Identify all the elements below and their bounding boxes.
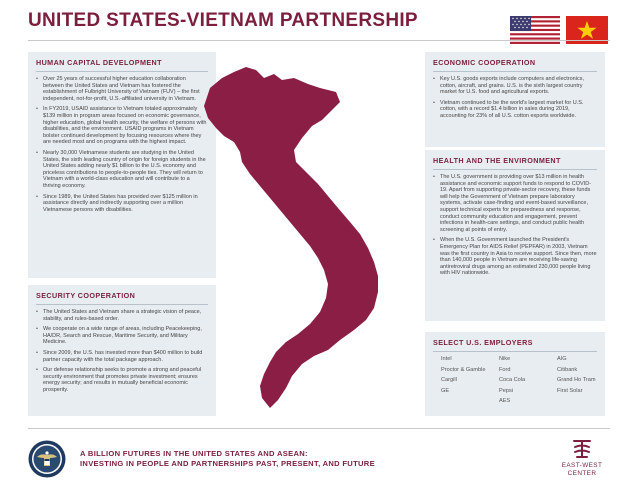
employer-name: Pepsi	[499, 387, 513, 394]
title-divider	[28, 40, 610, 41]
human-capital-panel	[28, 52, 216, 278]
list-item: • Key U.S. goods exports include computers and electronics, cotton, aircraft, and grains. U.S. is the sixth largest country market for U.S. food and agricultural exports.	[433, 76, 597, 96]
employer-name: Cargill	[441, 377, 457, 384]
footer-divider	[28, 428, 610, 429]
employer-name: Intel	[441, 356, 452, 362]
list-item: • In FY2019, USAID assistance to Vietnam totaled approximately $139 million in program areas focused on economic governance, higher education, global health security, the welfare of persons with disabilities, and the environment. USAID programs in Vietnam bolster continued development by focusing resources where they are needed most and on programs with the highest impact.	[36, 106, 208, 146]
employer-name: Grand Ho Tram	[557, 377, 596, 384]
employer-name: Nike	[499, 356, 511, 362]
employer-name	[441, 398, 499, 405]
employer-name: AIG	[557, 356, 567, 362]
employer-name: GE	[441, 387, 450, 394]
list-item: • The U.S. government is providing over $13 million in health assistance and economic support funds to respond to COVID-19. Apart from supporting private-sector recovery, these funds will help the Government of Vietnam prepare laboratory systems, activate case-finding and event-based surveillance, support technical experts for preparedness and response, conduct community education and engagement, prevent infections in health-care settings, and conduct public health screening at points of entry.	[433, 174, 597, 233]
economic-heading: ECONOMIC COOPERATION	[433, 58, 597, 72]
security-list	[36, 309, 208, 394]
footer-tagline	[80, 449, 375, 469]
footer-line-2: INVESTING IN PEOPLE AND PARTNERSHIPS PAST, PRESENT, AND FUTURE	[80, 459, 375, 468]
health-list	[433, 174, 597, 277]
list-item: • Nearly 30,000 Vietnamese students are studying in the United States, the sixth leading country of origin for foreign students in the United States adding nearly $1 billion to the U.S. economy and priceless contributions to people-to-people ties. They will return to Vietnam with a world-class education and will contribute to a thriving economy.	[36, 150, 208, 190]
east-west-center-name	[548, 462, 616, 477]
footer-line-1: A BILLION FUTURES IN THE UNITED STATES AND ASEAN:	[80, 449, 308, 458]
ew-line-2: CENTER	[567, 469, 597, 477]
human-capital-heading: HUMAN CAPITAL DEVELOPMENT	[36, 58, 208, 72]
employer-name: First Solar	[557, 387, 583, 394]
security-panel	[28, 285, 216, 416]
employers-grid	[441, 356, 597, 405]
list-item: • We cooperate on a wide range of areas, including Peacekeeping, HA/DR, Search and Rescue, Maritime Security, and Military Medicine.	[36, 326, 208, 346]
health-panel	[425, 150, 605, 321]
page-title: UNITED STATES-VIETNAM PARTNERSHIP	[28, 10, 418, 31]
employer-name: AES	[499, 398, 511, 405]
employer-name: Proctor & Gamble	[441, 366, 486, 373]
employers-panel	[425, 332, 605, 416]
list-item: • Since 2009, the U.S. has invested more than $400 million to build partner capacity with the total package approach.	[36, 350, 208, 363]
list-item: • Vietnam continued to be the world's largest market for U.S. cotton, with a record $1.4 billion in sales during 2019, accounting for 23% of all U.S. cotton exports worldwide.	[433, 100, 597, 120]
list-item: • Since 1989, the United States has provided over $125 million in assistance directly and indirectly supporting over a million Vietnamese persons with disabilities.	[36, 194, 208, 214]
health-heading: HEALTH AND THE ENVIRONMENT	[433, 156, 597, 170]
list-item: • When the U.S. Government launched the President's Emergency Plan for AIDS Relief (PEPFAR) in 2003, Vietnam was the first country in Asia to receive support. Since then, more than 140,000 people in Vietnam are receiving life-saving antiretroviral drugs among an estimated 230,000 people living with HIV nationwide.	[433, 237, 597, 277]
employer-name: Citibank	[557, 366, 578, 373]
employers-heading: SELECT U.S. EMPLOYERS	[433, 338, 597, 352]
east-west-center-logo-icon	[570, 436, 594, 460]
human-capital-list	[36, 76, 208, 213]
employer-name	[557, 398, 615, 405]
employer-name: Ford	[499, 366, 511, 373]
economic-list	[433, 76, 597, 120]
list-item: • The United States and Vietnam share a strategic vision of peace, stability, and rules-based order.	[36, 309, 208, 322]
state-department-seal-icon	[28, 440, 66, 478]
security-heading: SECURITY COOPERATION	[36, 291, 208, 305]
vietnam-map	[190, 58, 440, 428]
list-item: • Over 25 years of successful higher education collaboration between the United States and Vietnam has fostered the establishment of Fulbright University of Vietnam (FUV) – the first independent, not-for-profit, U.S.-affiliated university in Vietnam.	[36, 76, 208, 102]
ew-line-1: EAST-WEST	[561, 462, 603, 469]
economic-panel	[425, 52, 605, 147]
list-item: • Our defense relationship seeks to promote a strong and peaceful security environment that promotes private investment; ensures energy security; and results in mutually beneficial economic prosperity.	[36, 367, 208, 393]
employer-name: Coca Cola	[499, 377, 526, 384]
